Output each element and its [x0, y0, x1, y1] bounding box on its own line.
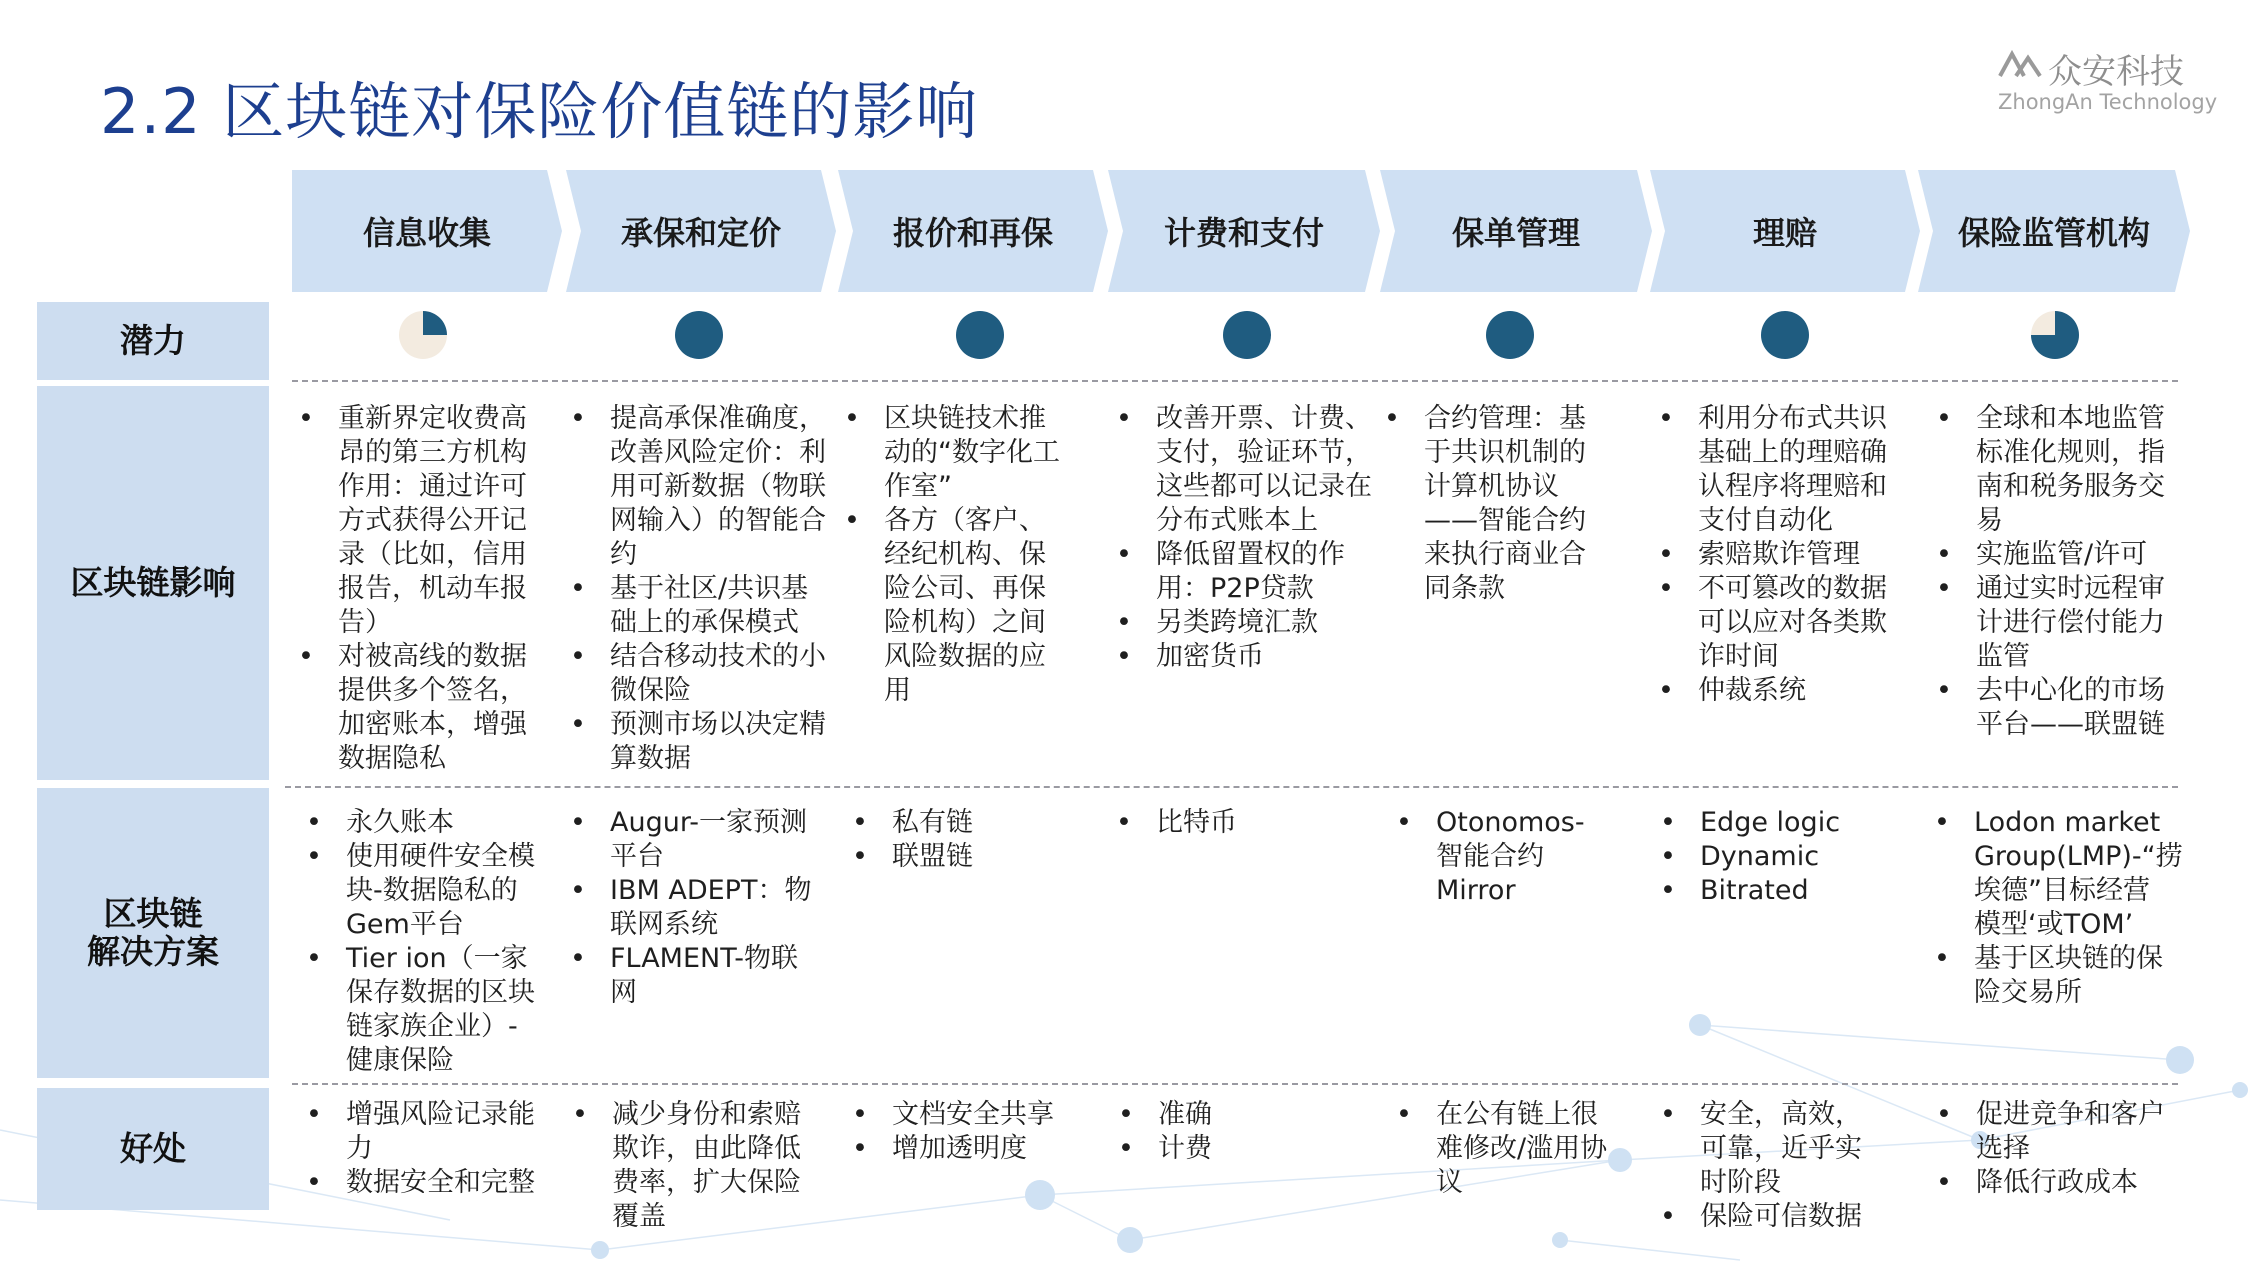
- impact-cell: [1116, 402, 1374, 674]
- potential-pie-chart: [1222, 310, 1272, 360]
- stage-label: 保险监管机构: [1957, 214, 2150, 252]
- list-item: • 实施监管/许可: [1936, 538, 2176, 572]
- benefits-cell: [1936, 1098, 2170, 1200]
- list-item: • 比特币: [1116, 806, 1356, 840]
- row-label-line: 区块链: [103, 894, 203, 934]
- benefits-cell: [1660, 1098, 1888, 1234]
- list-item: • 促进竞争和客户选择: [1936, 1098, 2170, 1166]
- list-item: • Otonomos-智能合约Mirror: [1396, 806, 1610, 908]
- row-label-blockchain-impact: 区块链影响: [37, 386, 269, 780]
- solutions-cell: [570, 806, 812, 1010]
- stage-label: 承保和定价: [620, 214, 781, 252]
- potential-pie-chart: [674, 310, 724, 360]
- list-item: • Bitrated: [1660, 874, 1900, 908]
- stage-label: 报价和再保: [892, 214, 1053, 252]
- list-item: • 合约管理：基于共识机制的计算机协议——智能合约来执行商业合同条款: [1384, 402, 1610, 606]
- list-item: • Augur-一家预测平台: [570, 806, 812, 874]
- stage-label: 保单管理: [1451, 214, 1580, 252]
- pie-background: [1486, 311, 1534, 359]
- stage-label: 理赔: [1752, 214, 1817, 252]
- list-item: • 减少身份和索赔欺诈，由此降低费率，扩大保险覆盖: [572, 1098, 812, 1234]
- list-item: • 在公有链上很难修改/滥用协议: [1396, 1098, 1622, 1200]
- solutions-cell: [1934, 806, 2183, 1010]
- impact-cell: [570, 402, 832, 776]
- list-item: • 各方（客户、经纪机构、保险公司、再保险机构）之间风险数据的应用: [844, 504, 1066, 708]
- list-item: • 使用硬件安全模块-数据隐私的Gem平台: [306, 840, 544, 942]
- list-item: • 重新界定收费高昂的第三方机构作用：通过许可方式获得公开记录（比如，信用报告，机动车报告）: [298, 402, 544, 640]
- list-item: • 索赔欺诈管理: [1658, 538, 1898, 572]
- row-label-potential: 潜力: [37, 302, 269, 380]
- stage-header-underwriting-pricing: [566, 170, 836, 292]
- list-item: • 改善开票、计费、支付，验证环节，这些都可以记录在分布式账本上: [1116, 402, 1374, 538]
- list-item: • 对被高线的数据提供多个签名，加密账本，增强数据隐私: [298, 640, 544, 776]
- impact-cell: [1936, 402, 2176, 742]
- list-item: • 仲裁系统: [1658, 674, 1898, 708]
- list-item: • 文档安全共享: [852, 1098, 1092, 1132]
- benefits-cell: [852, 1098, 1092, 1166]
- list-item: • FLAMENT-物联网: [570, 942, 812, 1010]
- benefits-cell: [306, 1098, 544, 1200]
- list-item: • IBM ADEPT：物联网系统: [570, 874, 812, 942]
- stage-header-billing-payment: [1108, 170, 1380, 292]
- list-item: • 准确: [1118, 1098, 1318, 1132]
- list-item: • Lodon market Group(LMP)-“捞埃德”目标经营模型‘或TOM’: [1934, 806, 2170, 942]
- impact-cell: [1384, 402, 1610, 606]
- logo-name-cn: 众安科技: [2048, 52, 2184, 92]
- benefits-cell: [1396, 1098, 1622, 1200]
- row-separator: [285, 786, 2178, 788]
- solutions-cell: [1116, 806, 1356, 840]
- list-item: • 预测市场以决定精算数据: [570, 708, 832, 776]
- stage-header-regulator: [1918, 170, 2190, 292]
- stage-header-info-collection: [292, 170, 562, 292]
- list-item: • 通过实时远程审计进行偿付能力监管: [1936, 572, 2176, 674]
- impact-cell: [1658, 402, 1898, 708]
- potential-pie-chart: [955, 310, 1005, 360]
- pie-background: [1223, 311, 1271, 359]
- row-separator: [292, 380, 2178, 382]
- list-item: • Dynamic: [1660, 840, 1900, 874]
- list-item: • 区块链技术推动的“数字化工作室”: [844, 402, 1066, 504]
- list-item: • 不可篡改的数据可以应对各类欺诈时间: [1658, 572, 1898, 674]
- solutions-cell: [852, 806, 1082, 874]
- logo-name-en: ZhongAn Technology: [1998, 90, 2218, 114]
- stage-header-claims: [1650, 170, 1920, 292]
- list-item: • 全球和本地监管标准化规则，指南和税务服务交易: [1936, 402, 2176, 538]
- row-label-blockchain-solutions: [37, 788, 269, 1078]
- zhongan-logo: [1998, 44, 2218, 124]
- list-item: • Edge logic: [1660, 806, 1900, 840]
- impact-cell: [298, 402, 544, 776]
- list-item: • 保险可信数据: [1660, 1200, 1888, 1234]
- pie-background: [956, 311, 1004, 359]
- potential-pie-chart: [1760, 310, 1810, 360]
- stage-label: 计费和支付: [1163, 214, 1324, 252]
- potential-pie-chart: [398, 310, 448, 360]
- stage-header-policy-management: [1380, 170, 1652, 292]
- list-item: • 增加透明度: [852, 1132, 1092, 1166]
- list-item: • 利用分布式共识基础上的理赔确认程序将理赔和支付自动化: [1658, 402, 1898, 538]
- list-item: • 增强风险记录能力: [306, 1098, 544, 1166]
- list-item: • 联盟链: [852, 840, 1082, 874]
- solutions-cell: [306, 806, 544, 1078]
- list-item: • Tier ion（一家保存数据的区块链家族企业）-健康保险: [306, 942, 544, 1078]
- row-separator: [292, 1083, 2178, 1085]
- slide-title: 2.2 区块链对保险价值链的影响: [100, 75, 979, 148]
- impact-cell: [844, 402, 1066, 708]
- list-item: • 加密货币: [1116, 640, 1374, 674]
- pie-background: [675, 311, 723, 359]
- row-label-line: 解决方案: [87, 932, 219, 971]
- benefits-cell: [572, 1098, 812, 1234]
- solutions-cell: [1396, 806, 1610, 908]
- row-label-benefits: 好处: [37, 1088, 269, 1210]
- list-item: • 永久账本: [306, 806, 544, 840]
- list-item: • 去中心化的市场平台——联盟链: [1936, 674, 2176, 742]
- pie-background: [1761, 311, 1809, 359]
- list-item: • 安全，高效，可靠，近乎实时阶段: [1660, 1098, 1888, 1200]
- list-item: • 基于社区/共识基础上的承保模式: [570, 572, 832, 640]
- list-item: • 提高承保准确度，改善风险定价：利用可新数据（物联网输入）的智能合约: [570, 402, 832, 572]
- solutions-cell: [1660, 806, 1900, 908]
- logo-mark-icon: [1998, 46, 2042, 82]
- stage-header-quote-reinsurance: [838, 170, 1108, 292]
- stage-label: 信息收集: [362, 214, 491, 252]
- list-item: • 数据安全和完整: [306, 1166, 544, 1200]
- list-item: • 私有链: [852, 806, 1082, 840]
- list-item: • 降低留置权的作用：P2P贷款: [1116, 538, 1374, 606]
- pie-slice: [423, 311, 447, 335]
- potential-pie-chart: [2030, 310, 2080, 360]
- benefits-cell: [1118, 1098, 1318, 1166]
- list-item: • 结合移动技术的小微保险: [570, 640, 832, 708]
- list-item: • 基于区块链的保险交易所: [1934, 942, 2170, 1010]
- list-item: • 另类跨境汇款: [1116, 606, 1374, 640]
- list-item: • 计费: [1118, 1132, 1318, 1166]
- list-item: • 降低行政成本: [1936, 1166, 2170, 1200]
- potential-pie-chart: [1485, 310, 1535, 360]
